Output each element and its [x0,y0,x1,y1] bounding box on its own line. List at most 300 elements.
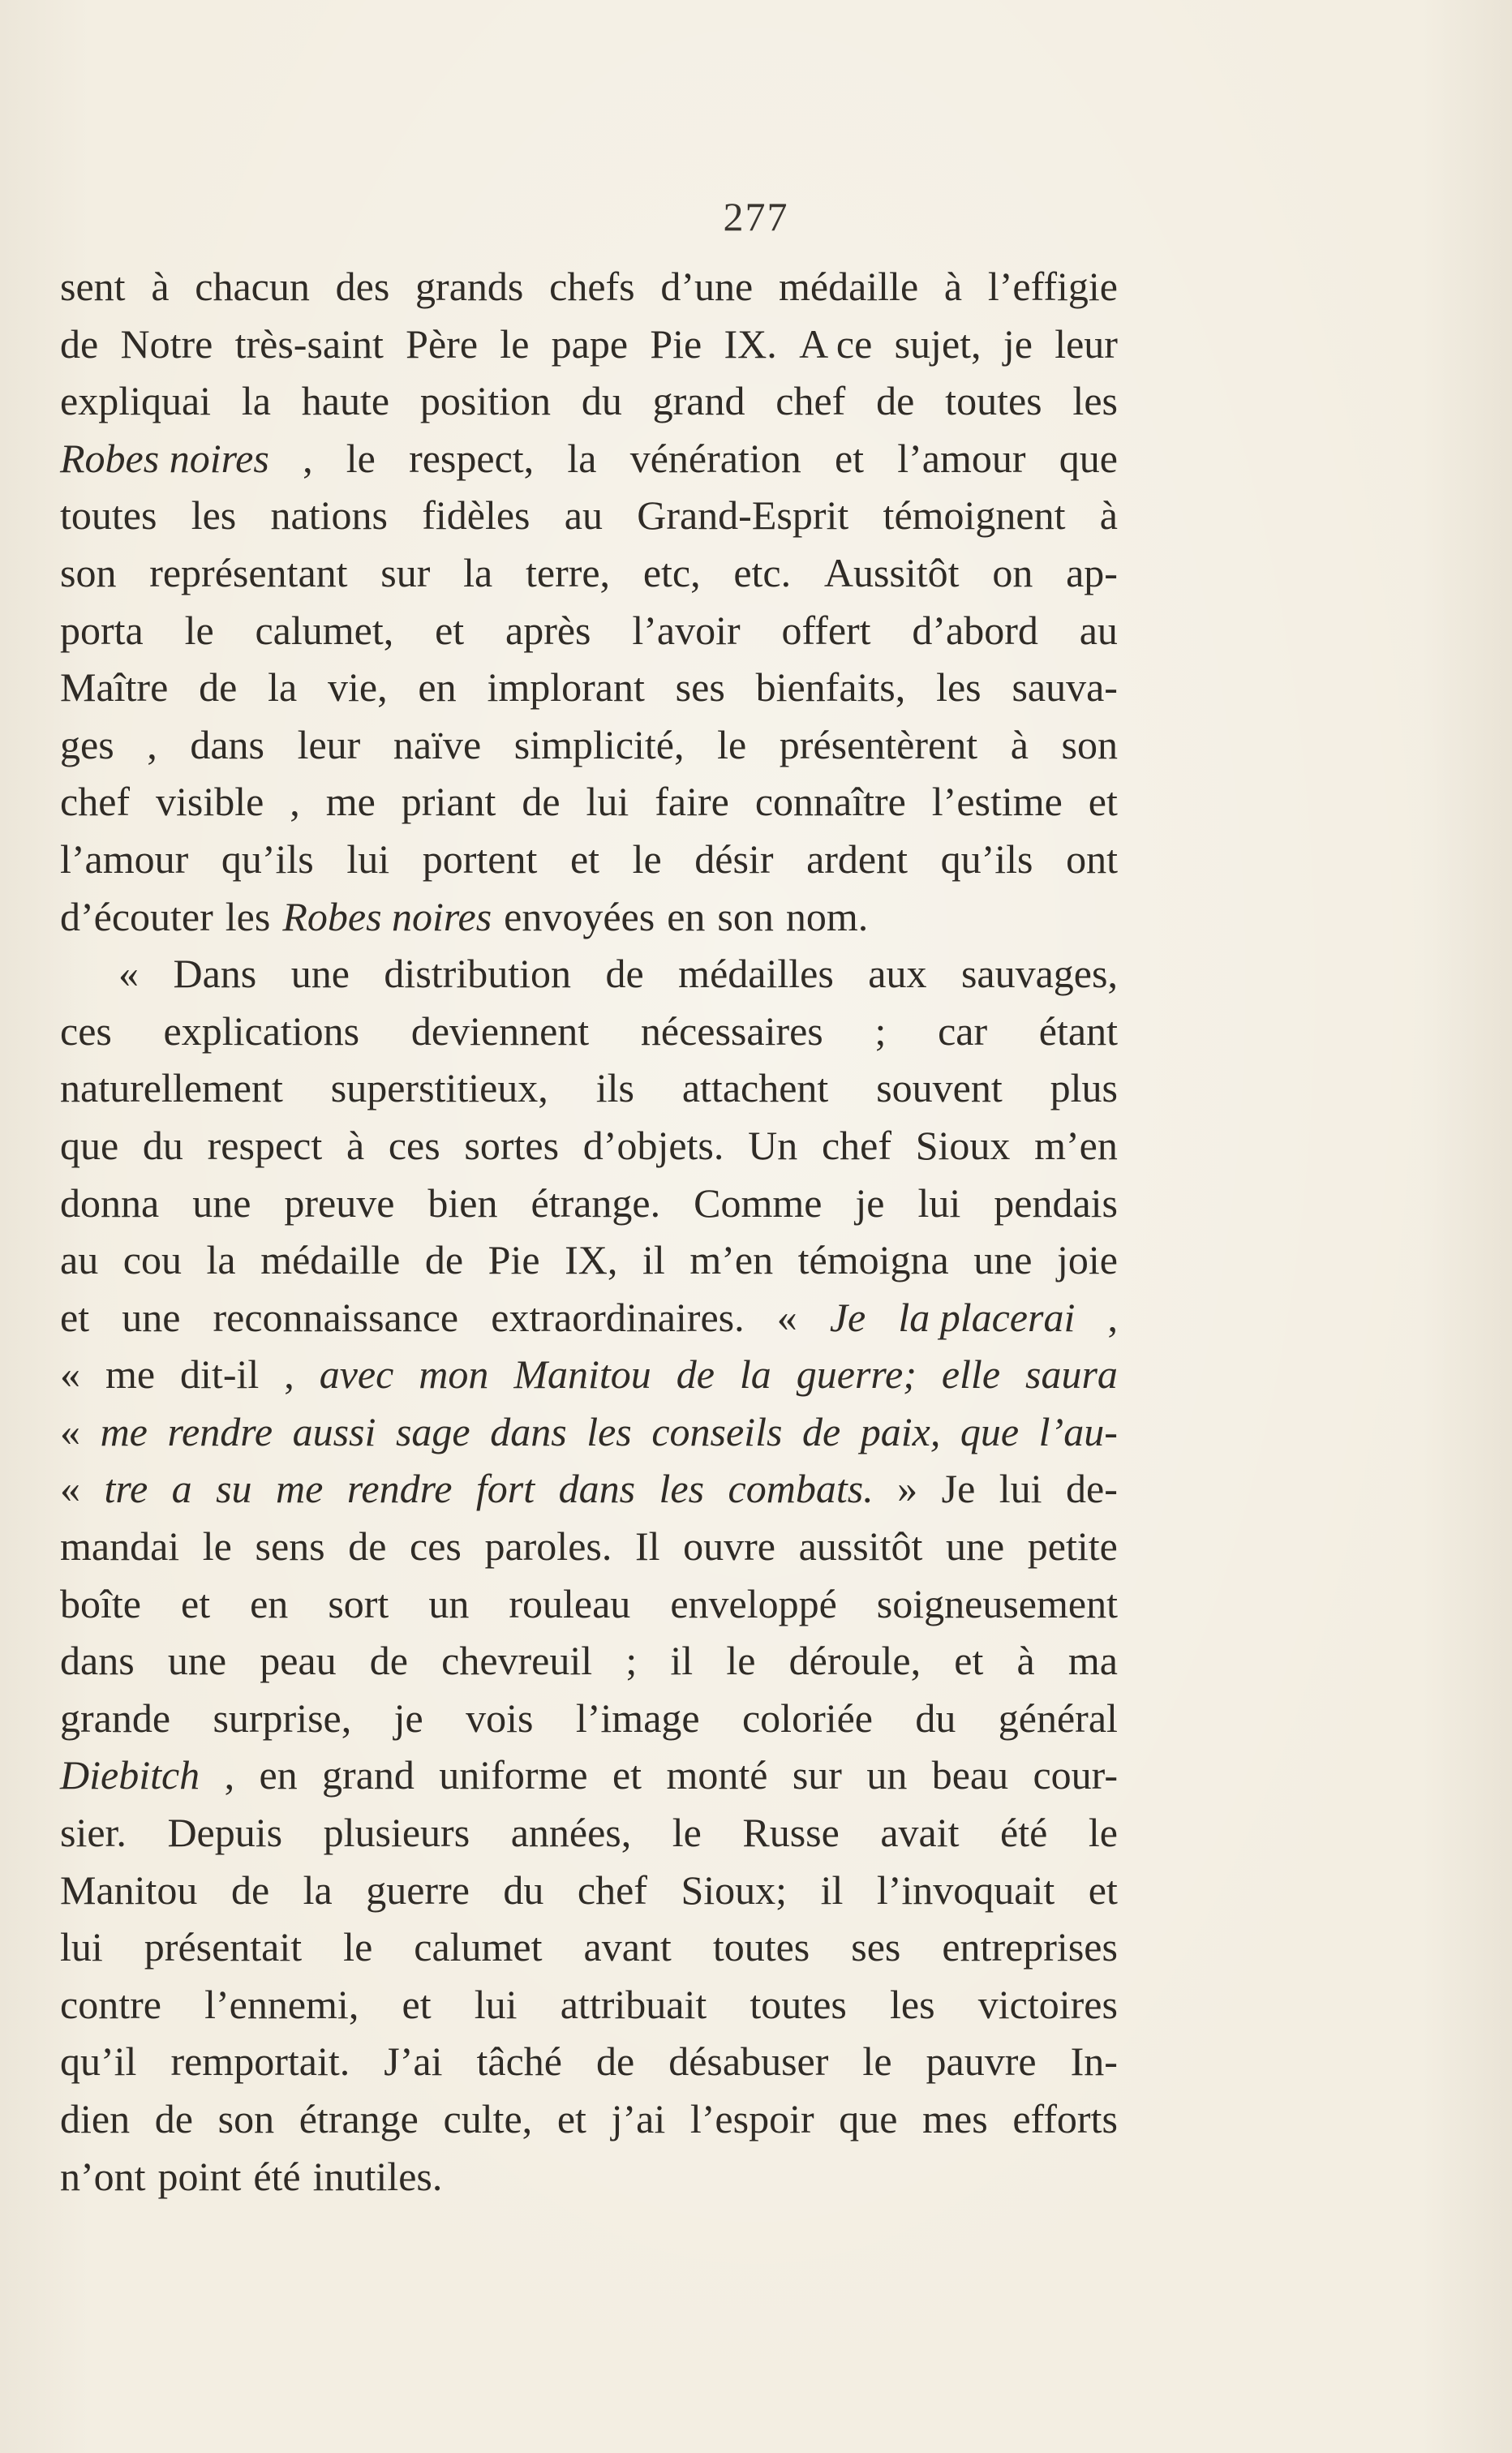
word: guerre; [796,1351,917,1398]
word: lui [586,779,629,825]
word: que [960,1408,1020,1454]
word: peau [260,1638,337,1684]
word: rendre [346,1466,453,1512]
word: ces [388,1122,440,1168]
word: ges [60,721,114,767]
word: l’amour [60,836,189,882]
word: la [739,1351,771,1398]
word: calumet [414,1924,543,1970]
word: inutiles. [312,2153,443,2199]
word: ; [874,1007,887,1054]
word: naturellement [60,1065,283,1111]
word: aussi [292,1408,376,1454]
text-line [60,316,1118,373]
word: grands [415,264,524,309]
word: lui [60,1924,103,1970]
text-line [60,1632,1118,1690]
word: ses [851,1924,901,1970]
word: à [1016,1638,1035,1684]
word: été [1000,1810,1048,1856]
word: que [839,2096,898,2142]
word: du [142,1122,183,1168]
word: tâché [476,2038,562,2085]
text-line [60,1003,1118,1060]
text-line [60,1289,1118,1347]
word: de [424,1237,464,1283]
word: je [1003,320,1033,367]
word: de [369,1638,408,1684]
word: et [181,1580,211,1626]
word: d’abord [912,607,1038,653]
word: à [943,264,963,309]
word: « [118,951,139,997]
word: au [60,1237,99,1283]
word: l’invoquait [876,1867,1055,1913]
word: et [1088,779,1118,825]
word: dans [490,1408,567,1454]
word: le [202,1523,232,1570]
word: désir [694,836,774,882]
word: de [348,1523,387,1570]
word: saura [1024,1351,1118,1398]
word: le [717,721,747,767]
word: ma [1067,1638,1118,1684]
word: médaille [779,264,919,309]
word: mon [419,1351,489,1398]
word: attachent [681,1065,829,1111]
word: , [224,1752,235,1798]
word: connaître [754,779,906,825]
word: à [1010,721,1029,767]
word: plusieurs [323,1810,470,1856]
word: sier. [60,1810,127,1856]
word: de [876,378,915,424]
word: m’en [689,1237,774,1283]
word: beau [931,1752,1009,1798]
word: les [191,492,237,539]
word: terre, [525,549,611,595]
word: position [419,378,552,424]
word: superstitieux, [330,1065,548,1111]
word: l’ennemi, [204,1981,359,2027]
word: respect, [409,435,535,481]
text-line [60,1403,1118,1461]
word: pendais [994,1179,1118,1226]
word: je [393,1695,423,1741]
word: remportait. [170,2038,350,2085]
word: chef [60,779,131,825]
word: été [253,2153,301,2199]
word: son [217,2096,275,2142]
word: efforts [1012,2096,1118,2142]
word: désabuser [668,2038,829,2085]
word: en [250,1580,289,1626]
word: implorant [487,664,645,711]
word: « [776,1294,797,1340]
word: les [225,893,271,939]
word: chef [821,1122,891,1168]
word: su [216,1466,252,1512]
word: faire [655,779,729,825]
word: j’ai [611,2096,666,2142]
text-line [60,1746,1118,1804]
text-line [60,1231,1118,1289]
word: ses [675,664,725,711]
word: lui [346,836,390,882]
word: très-saint [234,320,384,367]
word: sent [60,264,126,309]
word: présentait [144,1924,303,1970]
word: son [717,893,774,939]
word: In- [1070,2038,1118,2085]
word: preuve [284,1179,395,1226]
text-line [60,831,1118,888]
word: sortes [464,1122,560,1168]
word: IX. [724,320,777,367]
page-number: 277 [723,194,789,239]
word: attribuait [560,1981,707,2027]
word: Grand-Esprit [637,492,849,539]
word: , [290,779,300,825]
word: culte, [443,2096,533,2142]
word: nécessaires [640,1007,823,1054]
word: ont [1066,836,1118,882]
word: lui [474,1981,518,2027]
word: les [586,1408,632,1454]
word: , [147,721,157,767]
word: sens [255,1523,325,1570]
word: Pie [650,320,702,367]
word: ces [410,1523,462,1570]
word: son [60,549,117,595]
word: ils [595,1065,634,1111]
word: cou [122,1237,182,1283]
word: grand [322,1752,415,1798]
word: de [605,951,644,997]
word: uniforme [439,1752,588,1798]
word: « [60,1466,80,1512]
word: guerre [366,1867,470,1913]
word: de [801,1408,841,1454]
word: Manitou [513,1351,651,1398]
word: que [60,1122,119,1168]
word: Je [829,1294,866,1340]
word: simplicité, [513,721,685,767]
word: sujet, [894,320,982,367]
word: de [596,2038,635,2085]
text-line [60,1059,1118,1117]
word: nations [270,492,388,539]
word: me [100,1408,148,1454]
text-line [60,716,1118,774]
word: leur [297,721,361,767]
word: contre [60,1981,161,2027]
text-line [60,659,1118,716]
word: présentèrent [779,721,978,767]
word: et [402,1981,432,2027]
word: les [659,1466,705,1512]
word: Je [941,1466,976,1512]
word: étrange [299,2096,419,2142]
word: petite [1027,1523,1118,1570]
text-line [60,1976,1118,2034]
word: coloriée [741,1695,873,1741]
word: la [463,549,493,595]
word: représentant [149,549,348,595]
text-line [60,773,1118,831]
word: me [325,779,376,825]
text-line [60,2090,1118,2148]
word: une [973,1237,1033,1283]
word: dans [60,1638,135,1684]
text-line [60,430,1118,488]
word: déroule, [788,1638,921,1684]
word: ap- [1066,549,1118,595]
word: Comme [694,1179,823,1226]
word: les [936,664,982,711]
word: un [428,1580,470,1626]
word: donna [60,1179,160,1226]
word: aux [868,951,927,997]
word: dans [190,721,264,767]
word: et [1088,1867,1118,1913]
word: et [612,1752,642,1798]
word: une [290,951,350,997]
word: de [154,2096,193,2142]
word: , [284,1351,294,1398]
word: priant [401,779,496,825]
word: lui [999,1466,1042,1512]
word: et [435,607,465,653]
word: étant [1038,1007,1118,1054]
word: elle [941,1351,1001,1398]
word: , [1107,1294,1118,1340]
word: et [60,1294,90,1340]
word: des [335,264,390,309]
word: reconnaissance [213,1294,459,1340]
word: il [670,1638,694,1684]
word: « [60,1351,80,1398]
text-line [60,2148,1118,2206]
text-line [60,372,1118,430]
word: surprise, [213,1695,352,1741]
text-line [60,1575,1118,1633]
word: chef [775,378,846,424]
word: ; [625,1638,638,1684]
word: rendre [167,1408,273,1454]
word: mes [922,2096,988,2142]
word: général [998,1695,1118,1741]
word: étrange. [530,1179,661,1226]
word: aussitôt [798,1523,923,1570]
word: Russe [742,1810,840,1856]
word: et [834,435,865,481]
word: chef [577,1867,647,1913]
word: bien [427,1179,498,1226]
word: pape [551,320,629,367]
word: calumet, [255,607,394,653]
word: naïve [393,721,482,767]
word: paroles. [484,1523,612,1570]
word: sort [328,1580,389,1626]
word: boîte [60,1580,141,1626]
word: un [866,1752,908,1798]
word: soigneusement [876,1580,1118,1626]
word: de [676,1351,715,1398]
word: je [855,1179,885,1226]
word: Manitou [60,1867,198,1913]
word: on [992,549,1033,595]
word: visible [156,779,264,825]
word: la [206,1237,236,1283]
word: dans [558,1466,636,1512]
word: bienfaits, [755,664,906,711]
word: explications [163,1007,360,1054]
text-line [60,1862,1118,1919]
word: une [945,1523,1005,1570]
word: distribution [384,951,571,997]
word: que [1059,435,1118,481]
word: a [171,1466,192,1512]
word: toutes [945,378,1042,424]
italic-phrase: la placerai [898,1294,1076,1340]
word: Sioux [915,1122,1011,1168]
word: et [954,1638,984,1684]
word: nom. [785,893,869,939]
word: sage [395,1408,470,1454]
italic-phrase: Robes noires [60,435,269,481]
word: les [890,1981,935,2027]
word: le [672,1810,702,1856]
word: Pie [488,1237,540,1283]
word: et [556,2096,586,2142]
word: rouleau [509,1580,631,1626]
word: porta [60,607,144,653]
word: paix, [860,1408,941,1454]
word: Maître [60,664,169,711]
word: ardent [806,836,908,882]
text-line [60,888,1118,946]
word: respect [207,1122,323,1168]
word: années, [510,1810,632,1856]
word: Sioux; [681,1867,788,1913]
word: n’ont [60,2153,146,2199]
word: en [418,664,457,711]
word: lui [917,1179,961,1226]
word: l’estime [931,779,1063,825]
text-line [60,1460,1118,1518]
word: toutes [712,1924,810,1970]
word: tre [104,1466,148,1512]
word: pauvre [926,2038,1037,2085]
word: qu’ils [940,836,1033,882]
text-line [60,945,1118,1003]
word: qu’il [60,2038,137,2085]
word: le [1088,1810,1118,1856]
text-line [60,1690,1118,1747]
word: conseils [651,1408,783,1454]
word: haute [301,378,390,424]
word: joie [1057,1237,1118,1283]
word: il [642,1237,665,1283]
word: entreprises [942,1924,1118,1970]
text-line [60,2033,1118,2090]
word: de [522,779,561,825]
word: de [199,664,238,711]
word: fort [475,1466,535,1512]
word: grand [652,378,745,424]
word: fidèles [422,492,530,539]
word: une [167,1638,227,1684]
word: Dans [173,951,257,997]
word: les [1072,378,1118,424]
text-line [60,1175,1118,1232]
word: Père [406,320,479,367]
word: vois [466,1695,534,1741]
word: chacun [195,264,310,309]
word: il [820,1867,844,1913]
word: vie, [328,664,388,711]
word: me [105,1351,156,1398]
word: au [1079,607,1118,653]
word: du [581,378,622,424]
word: A ce [799,320,873,367]
word: dit-il [180,1351,260,1398]
word: la [241,378,271,424]
word: cour- [1033,1752,1118,1798]
word: sauva- [1012,664,1118,711]
word: la [303,1867,333,1913]
word: en [259,1752,298,1798]
word: une [192,1179,251,1226]
word: plus [1050,1065,1118,1111]
text-line [60,258,1118,316]
text-line [60,1804,1118,1862]
word: la [567,435,597,481]
word: d’objets. [582,1122,724,1168]
word: point [157,2153,242,2199]
word: de- [1066,1466,1118,1512]
text-line [60,487,1118,544]
word: Un [748,1122,798,1168]
word: de [230,1867,270,1913]
word: d’une [660,264,754,309]
word: après [505,607,591,653]
word: l’image [575,1695,700,1741]
word: sauvages, [960,951,1118,997]
word: qu’ils [221,836,314,882]
word: avait [880,1810,960,1856]
word: expliquai [60,378,212,424]
word: l’espoir [689,2096,814,2142]
word: IX, [565,1237,618,1283]
word: , [303,435,313,481]
text-line [60,1346,1118,1403]
word: envoyées [504,893,655,939]
word: le [184,607,214,653]
word: le [862,2038,892,2085]
word: Depuis [167,1810,283,1856]
word: sur [380,549,431,595]
word: le [726,1638,756,1684]
word: l’effigie [987,264,1118,309]
text-line [60,544,1118,602]
word: etc, [642,549,701,595]
word: combats. [728,1466,874,1512]
word: le [343,1924,373,1970]
word: deviennent [410,1007,590,1054]
text-line [60,1117,1118,1175]
